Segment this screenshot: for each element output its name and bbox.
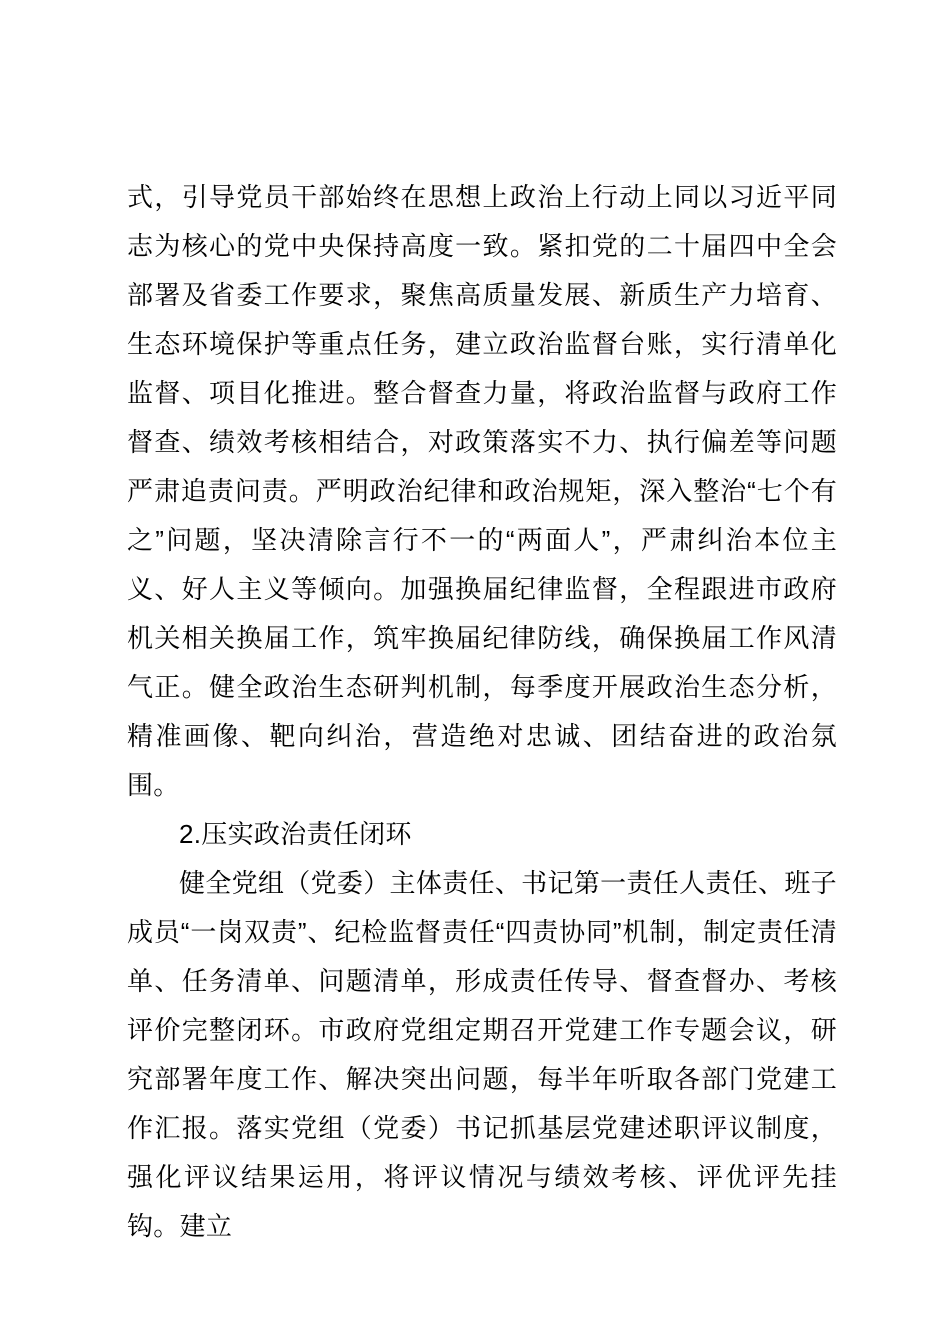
paragraph-political-supervision: 式，引导党员干部始终在思想上政治上行动上同以习近平同志为核心的党中央保持高度一致。紧扣党的二十届四中全会部署及省委工作要求，聚焦高质量发展、新质生产力培育、生态环境保护等重点任务，建立政治监督台账，实行清单化监督、项目化推进。整合督查力量，将政治监督与政府工作督查、绩效考核相结合，对政策落实不力、执行偏差等问题严肃追责问责。严明政治纪律和政治规矩，深入整治“七个有之”问题，坚决清除言行不一的“两面人”，严肃纠治本位主义、好人主义等倾向。加强换届纪律监督，全程跟进市政府机关相关换届工作，筑牢换届纪律防线，确保换届工作风清气正。健全政治生态研判机制，每季度开展政治生态分析，精准画像、靶向纠治，营造绝对忠诚、团结奋进的政治氛围。 (127, 182, 837, 800)
document-body (127, 173, 837, 1251)
paragraph-political-responsibility: 健全党组（党委）主体责任、书记第一责任人责任、班子成员“一岗双责”、纪检监督责任“四责协同”机制，制定责任清单、任务清单、问题清单，形成责任传导、督查督办、考核评价完整闭环。市政府党组定期召开党建工作专题会议，研究部署年度工作、解决突出问题，每半年听取各部门党建工作汇报。落实党组（党委）书记抓基层党建述职评议制度，强化评议结果运用，将评议情况与绩效考核、评优评先挂钩。建立 (127, 868, 837, 1241)
section-heading-2: 2.压实政治责任闭环 (179, 819, 412, 849)
